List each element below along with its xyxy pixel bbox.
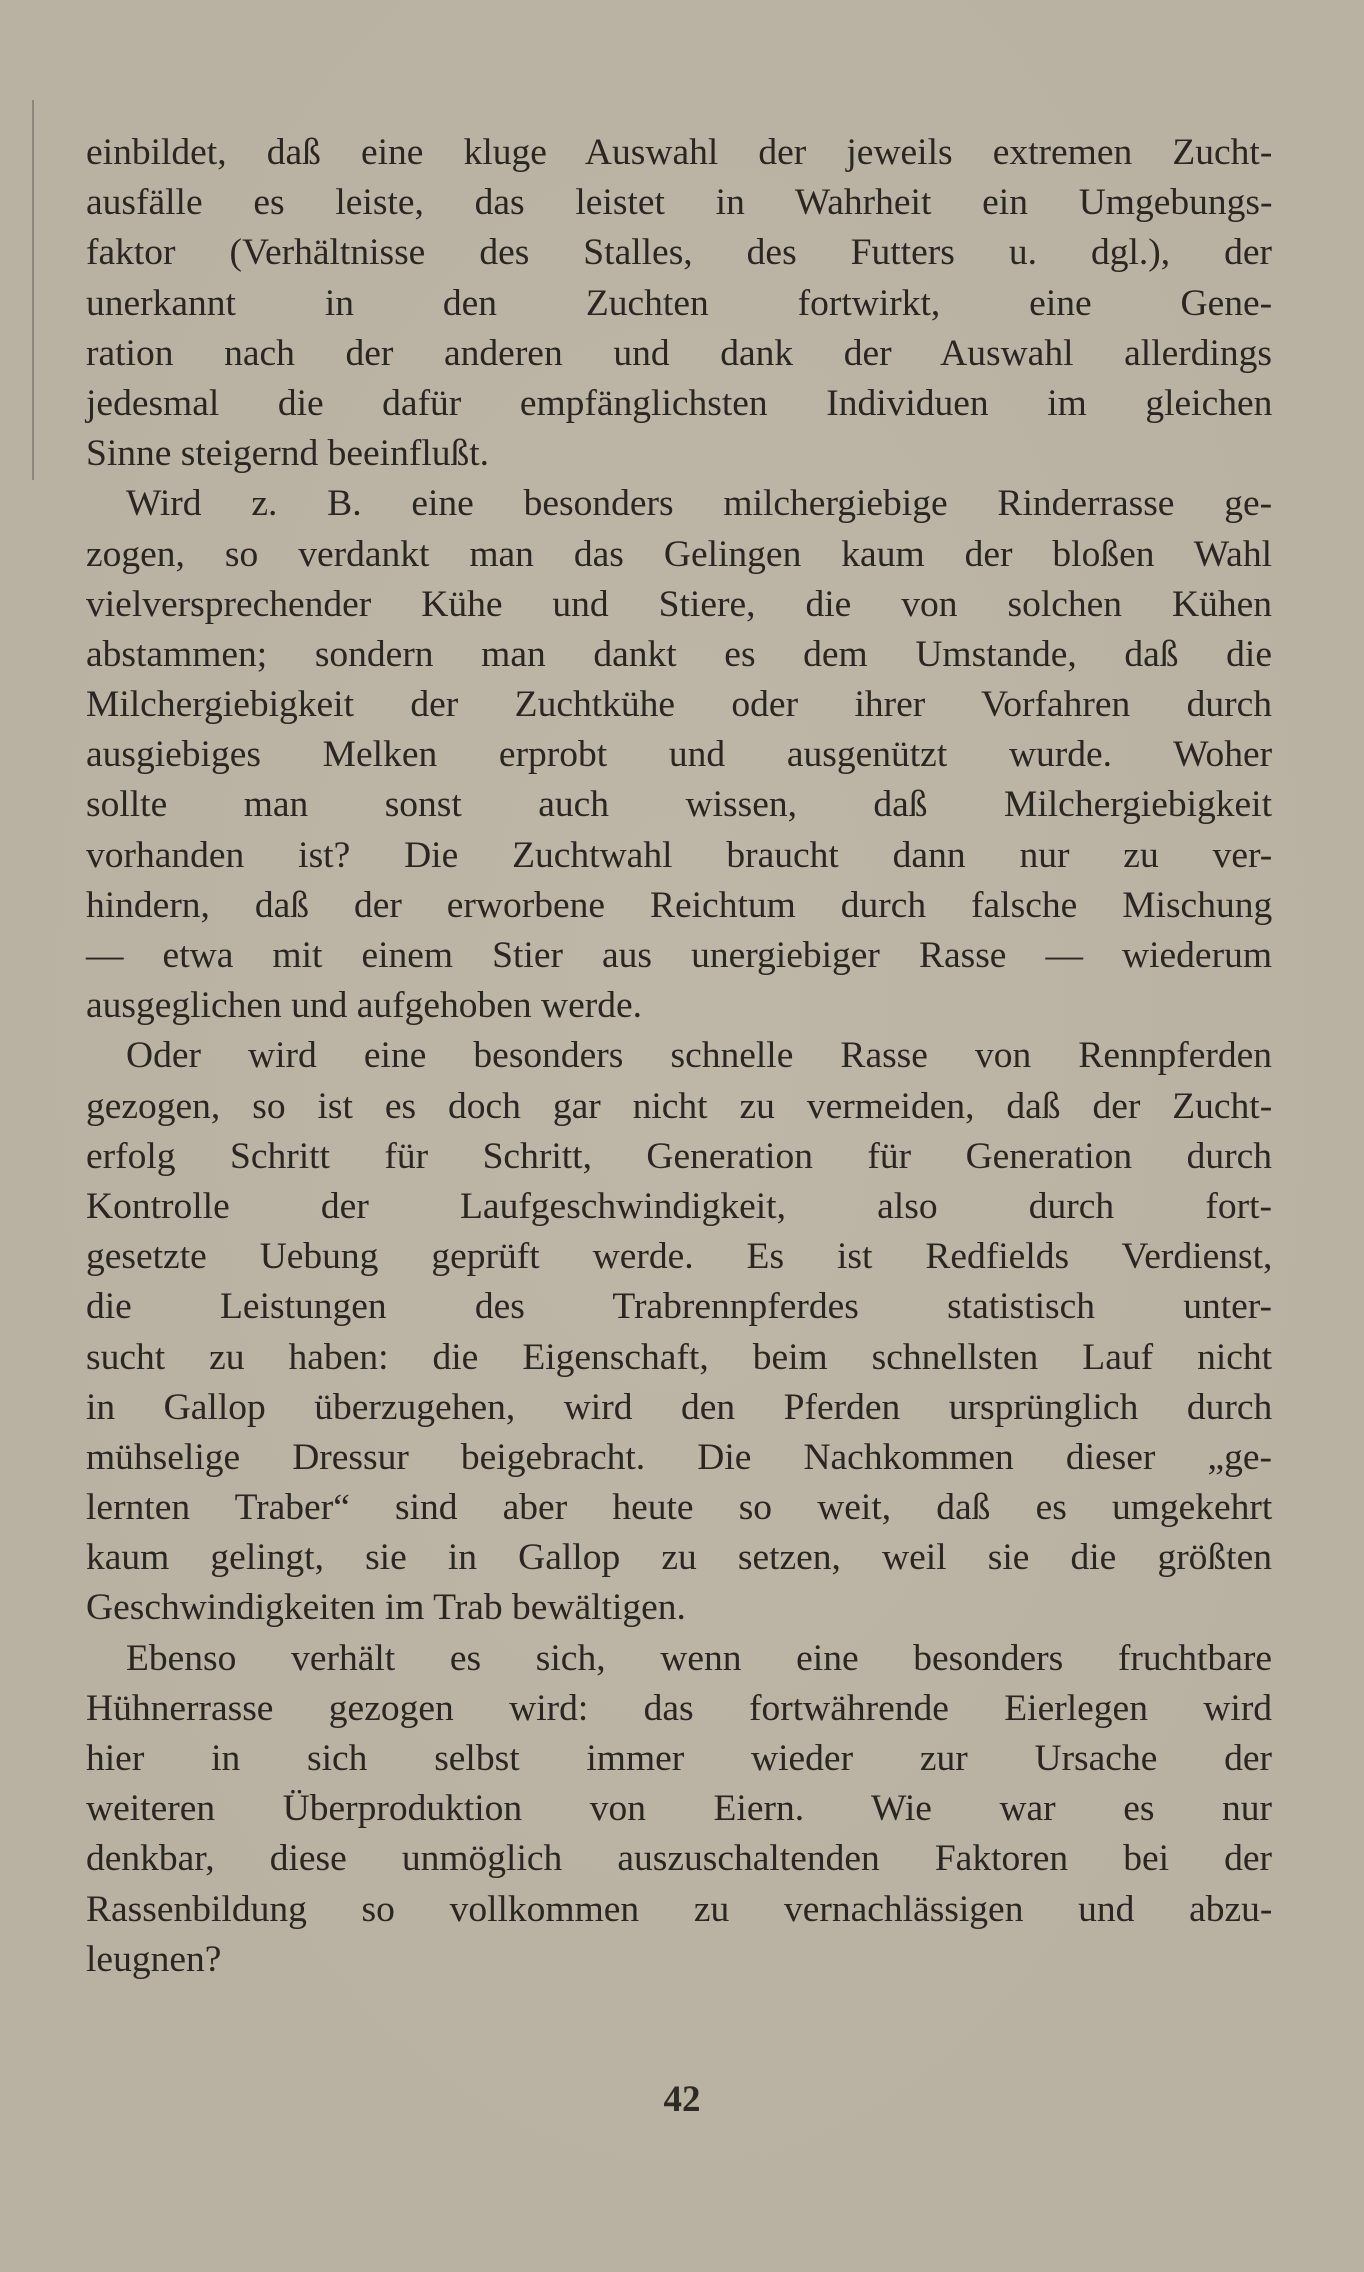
text-line: lernten Traber“ sind aber heute so weit, daß es umgekehrt	[86, 1487, 1273, 1529]
text-line: einbildet, daß eine kluge Auswahl der jeweils extremen Zucht-	[86, 132, 1273, 173]
text-line: ration nach der anderen und dank der Auswahl allerdings	[86, 332, 1272, 374]
text-line: vorhanden ist? Die Zuchtwahl braucht dann nur zu ver-	[86, 834, 1273, 876]
text-line: abstammen; sondern man dankt es dem Umstande, daß die	[86, 633, 1272, 675]
text-line: gesetzte Uebung geprüft werde. Es ist Redfields Verdienst,	[86, 1236, 1273, 1278]
text-line: erfolg Schritt für Schritt, Generation für Generation durch	[86, 1135, 1272, 1177]
text-line: Hühnerrasse gezogen wird: das fortwährende Eierlegen wird	[86, 1687, 1273, 1729]
margin-rule	[32, 100, 34, 480]
text-line: leugnen?	[86, 1938, 222, 1980]
text-line: hindern, daß der erworbene Reichtum durch falsche Mischung	[86, 884, 1273, 926]
text-line: hier in sich selbst immer wieder zur Ursache der	[86, 1738, 1272, 1779]
text-line: Rassenbildung so vollkommen zu vernachlässigen und abzu-	[86, 1888, 1273, 1930]
text-line: mühselige Dressur beigebracht. Die Nachkommen dieser „ge-	[86, 1436, 1272, 1478]
text-line: sucht zu haben: die Eigenschaft, beim schnellsten Lauf nicht	[86, 1336, 1273, 1378]
text-line: ausfälle es leiste, das leistet in Wahrheit ein Umgebungs-	[86, 182, 1273, 224]
text-line: sollte man sonst auch wissen, daß Milchergiebigkeit	[86, 784, 1272, 826]
text-line: Geschwindigkeiten im Trab bewältigen.	[86, 1587, 686, 1629]
body-text	[86, 128, 1272, 1985]
text-line: zogen, so verdankt man das Gelingen kaum der bloßen Wahl	[86, 533, 1272, 575]
text-line: kaum gelingt, sie in Gallop zu setzen, weil sie die größten	[86, 1537, 1272, 1579]
text-line: in Gallop überzugehen, wird den Pferden ursprünglich durch	[86, 1386, 1273, 1428]
text-line: faktor (Verhältnisse des Stalles, des Futters u. dgl.), der	[86, 232, 1272, 274]
text-line: Milchergiebigkeit der Zuchtkühe oder ihrer Vorfahren durch	[86, 684, 1272, 726]
text-line: ausgeglichen und aufgehoben werde.	[86, 985, 643, 1027]
text-line: Oder wird eine besonders schnelle Rasse von Rennpferden	[126, 1035, 1273, 1077]
text-line: Kontrolle der Laufgeschwindigkeit, also durch fort-	[86, 1185, 1272, 1227]
text-line: Wird z. B. eine besonders milchergiebige Rinderrasse ge-	[126, 483, 1273, 525]
text-line: Sinne steigernd beeinflußt.	[86, 433, 490, 475]
text-line: jedesmal die dafür empfänglichsten Individuen im gleichen	[86, 382, 1273, 424]
text-line: die Leistungen des Trabrennpferdes statistisch unter-	[86, 1286, 1272, 1328]
text-line: ausgiebiges Melken erprobt und ausgenützt wurde. Woher	[86, 734, 1273, 776]
text-line: weiteren Überproduktion von Eiern. Wie war es nur	[86, 1788, 1272, 1830]
text-line: Ebenso verhält es sich, wenn eine besonders fruchtbare	[126, 1637, 1272, 1679]
text-line: vielversprechender Kühe und Stiere, die von solchen Kühen	[86, 583, 1272, 625]
page-number: 42	[663, 2079, 701, 2120]
text-line: denkbar, diese unmöglich auszuschaltenden Faktoren bei der	[86, 1838, 1272, 1880]
text-line: gezogen, so ist es doch gar nicht zu vermeiden, daß der Zucht-	[86, 1085, 1273, 1127]
text-line: — etwa mit einem Stier aus unergiebiger Rasse — wiederum	[86, 935, 1272, 976]
text-line: unerkannt in den Zuchten fortwirkt, eine Gene-	[86, 282, 1273, 324]
